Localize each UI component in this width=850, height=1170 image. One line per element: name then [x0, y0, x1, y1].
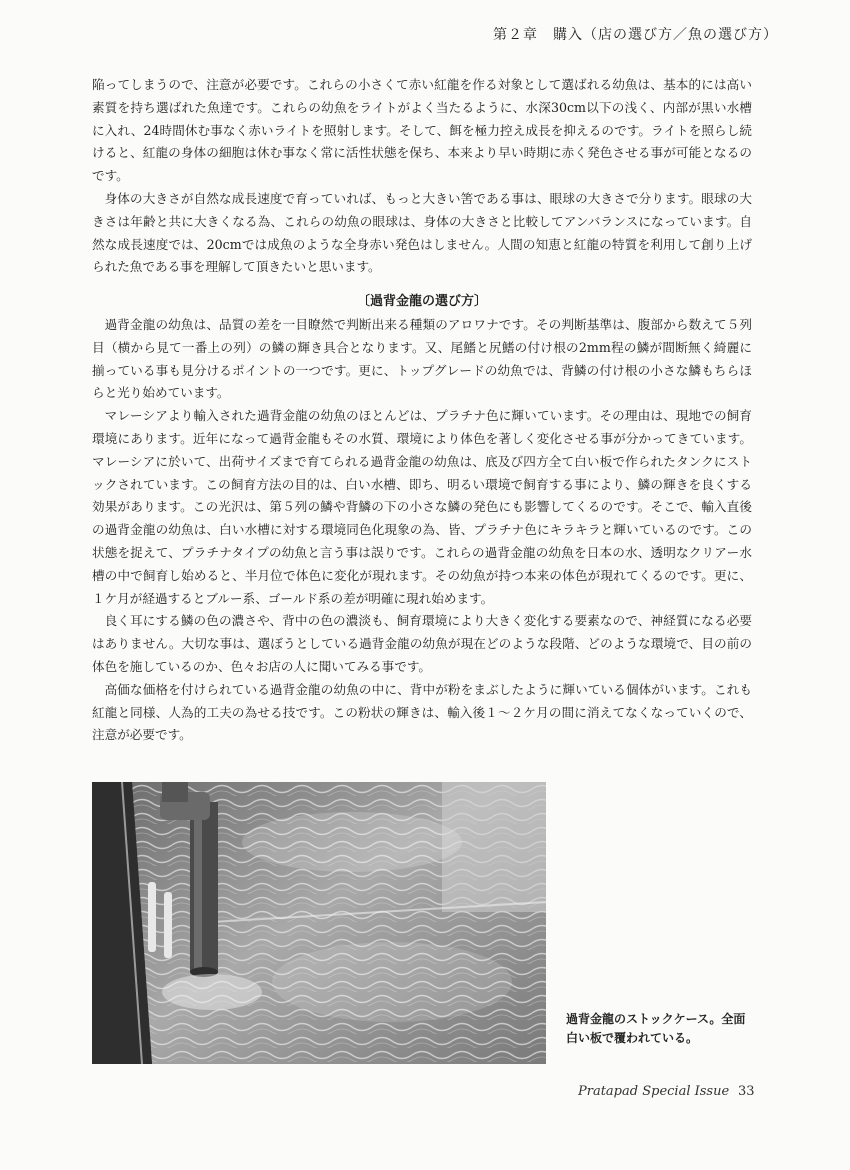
- body-paragraph: 陥ってしまうので、注意が必要です。これらの小さくて赤い紅龍を作る対象として選ばれる幼魚は、基本的には高い素質を持ち選ばれた魚達です。これらの幼魚をライトがよく当たるように、水深30cm以下の浅く、内部が黒い水槽に入れ、24時間休む事なく赤いライトを照射します。そして、餌を極力控え成長を抑えるのです。ライトを照らし続けると、紅龍の身体の細胞は休む事なく常に活性状態を保ち、本来より早い時期に赤く発色させる事が可能となるのです。: [92, 77, 752, 184]
- page-number: 33: [738, 1084, 755, 1099]
- body-paragraph: 高価な価格を付けられている過背金龍の幼魚の中に、背中が粉をまぶしたように輝いている個体がいます。これも紅龍と同様、人為的工夫の為せる技です。この粉状の輝きは、輸入後１～２ケ月の間に消えてなくなっていくので、注意が必要です。: [92, 681, 752, 743]
- section-heading: 〔過背金龍の選び方〕: [356, 294, 487, 310]
- body-paragraph: 良く耳にする鱗の色の濃さや、背中の色の濃淡も、飼育環境により大きく変化する要素なので、神経質になる必要はありません。大切な事は、選ぼうとしている過背金龍の幼魚が現在どのような段階、どのような環境で、目の前の体色を施しているのか、色々お店の人に聞いてみる事です。: [92, 613, 752, 674]
- photo-caption: 過背金龍のストックケース。全面白い板で覆われている。: [566, 1012, 746, 1045]
- article-body: [92, 74, 752, 747]
- body-paragraph: マレーシアより輸入された過背金龍の幼魚のほとんどは、プラチナ色に輝いています。その理由は、現地での飼育環境にあります。近年になって過背金龍もその水質、環境により体色を著しく変化させる事が分かってきています。マレーシアに於いて、出荷サイズまで育てられる過背金龍の幼魚は、底及び四方全て白い板で作られたタンクにストックされています。この飼育方法の目的は、白い水槽、即ち、明るい環境で飼育する事により、鱗の輝きを良くする効果があります。この光沢は、第５列の鱗や背鱗の下の小さな鱗の発色にも影響してくるのです。そこで、輸入直後の過背金龍の幼魚は、白い水槽に対する環境同色化現象の為、皆、プラチナ色にキラキラと輝いているのです。この状態を捉えて、プラチナタイプの幼魚と言う事は誤りです。これらの過背金龍の幼魚を日本の水、透明なクリアー水槽の中で飼育し始めると、半月位で体色に変化が現れます。その幼魚が持つ本来の体色が現れてくるのです。更に、１ケ月が経過するとブルー系、ゴールド系の差が明確に現れ始めます。: [92, 408, 752, 606]
- body-paragraph: 身体の大きさが自然な成長速度で育っていれば、もっと大きい筈である事は、眼球の大きさで分ります。眼球の大きさは年齢と共に大きくなる為、これらの幼魚の眼球は、身体の大きさと比較してアンバランスになっています。自然な成長速度では、20cmでは成魚のような全身赤い発色はしません。人間の知恵と紅龍の特質を利用して創り上げられた魚である事を理解して頂きたいと思います。: [92, 190, 752, 275]
- body-paragraph: 過背金龍の幼魚は、品質の差を一目瞭然で判断出来る種類のアロワナです。その判断基準は、腹部から数えて５列目（横から見て一番上の列）の鱗の輝き具合となります。又、尾鰭と尻鰭の付け根の2mm程の鱗が間断無く綺麗に揃っている事も見分けるポイントの一つです。更に、トップグレードの幼魚では、背鱗の付け根の小さな鱗もちらほらと光り始めています。: [92, 316, 752, 401]
- running-header: 第２章 購入（店の選び方／魚の選び方）: [493, 27, 778, 43]
- journal-name: Pratapad Special Issue: [578, 1084, 730, 1099]
- stock-tank-photo: [92, 782, 546, 1064]
